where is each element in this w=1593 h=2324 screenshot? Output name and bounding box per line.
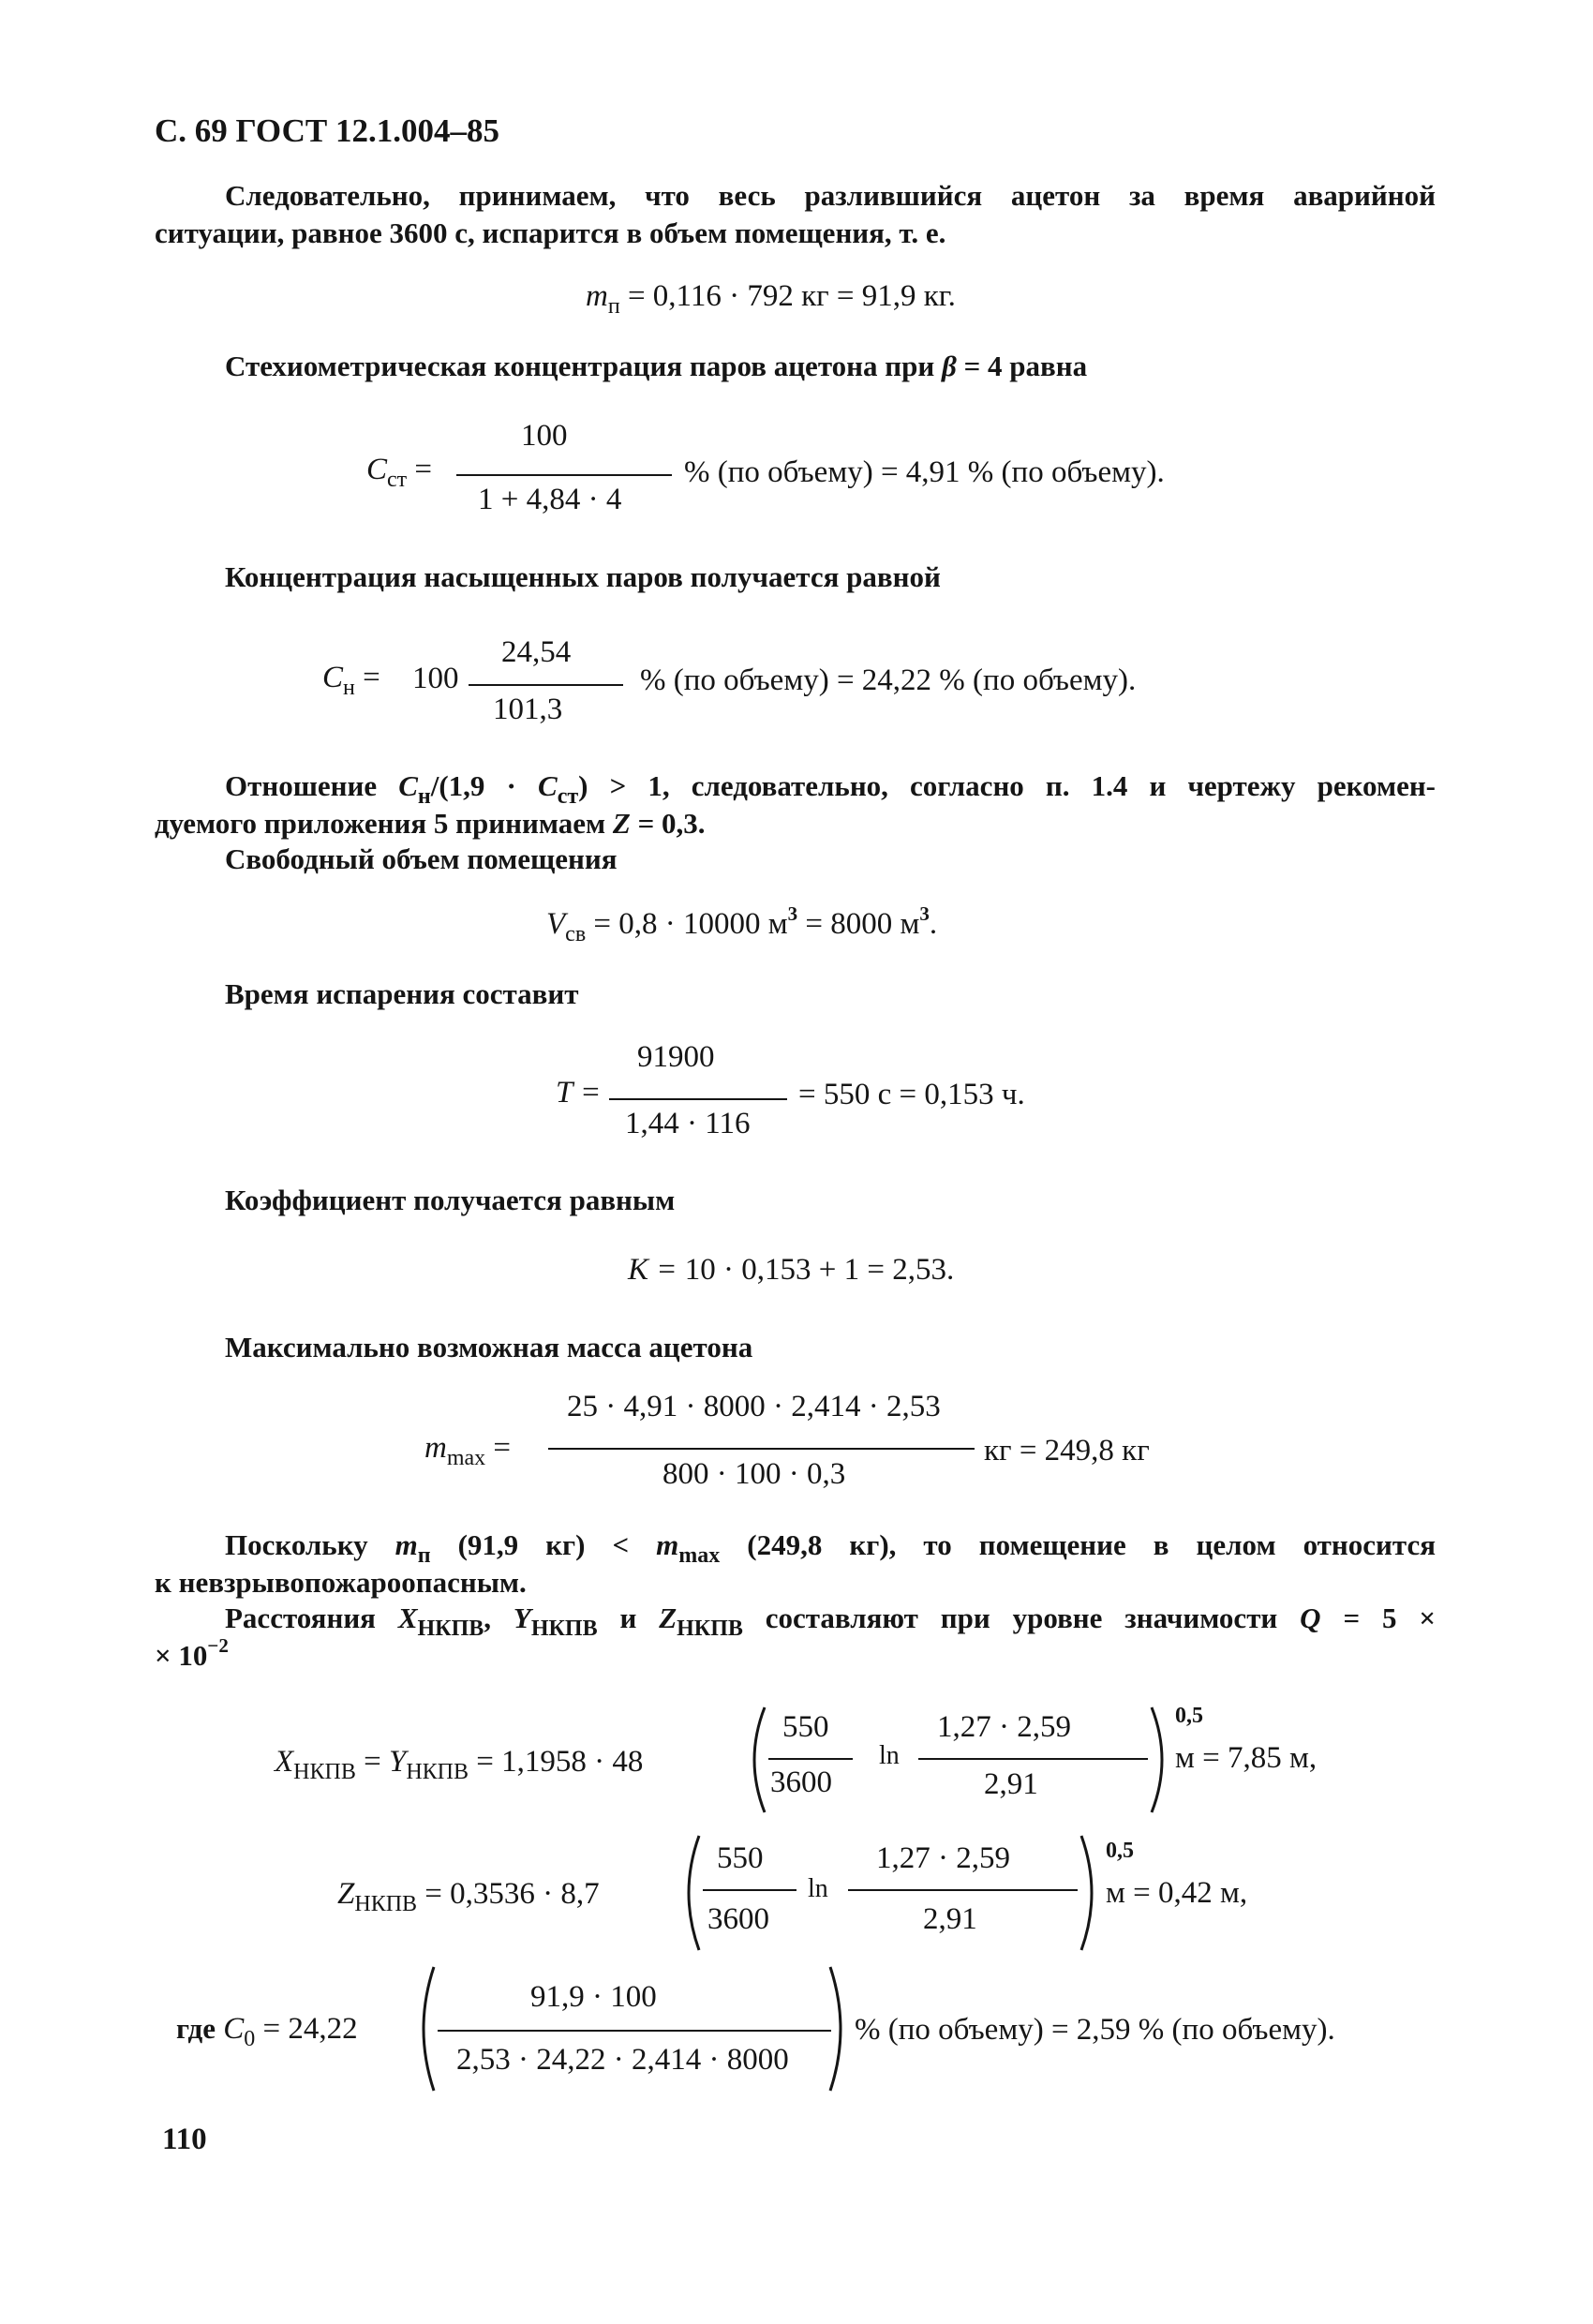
equation-mmax-lhs: [424, 1431, 512, 1470]
page-number: 110: [162, 2123, 207, 2156]
fraction-numerator: 1,27 · 2,59: [937, 1710, 1071, 1744]
equation-cst-lhs: [366, 453, 433, 492]
right-paren: [1148, 1704, 1176, 1816]
fraction-numerator: 24,54: [501, 635, 572, 669]
equation-rhs: = 0,8 · 10000 м: [593, 907, 788, 941]
equation-rhs: = 550 с = 0,153 ч.: [798, 1078, 1025, 1111]
subscript: ст: [557, 784, 579, 809]
paragraph-text: (249,8 кг), то помещение в целом относится: [747, 1528, 1437, 1561]
var-y: Y: [513, 1601, 531, 1634]
fraction-bar: [609, 1098, 787, 1100]
equals-sign: =: [493, 1431, 512, 1465]
paragraph-line: Коэффициент получается равным: [225, 1184, 676, 1216]
paragraph-line: Следовательно, принимаем, что весь разлившийся ацетон за время аварийной: [225, 179, 1436, 212]
exponent: 0,5: [1106, 1839, 1134, 1863]
paragraph-line: ситуации, равное 3600 с, испарится в объем помещения, т. е.: [155, 216, 946, 249]
fraction-numerator: 91900: [637, 1040, 715, 1074]
fraction-numerator: 91,9 · 100: [530, 1980, 657, 2014]
subscript: н: [343, 676, 355, 700]
paragraph-line: [155, 1634, 229, 1676]
subscript: max: [446, 1446, 486, 1470]
paragraph-line: Время испарения составит: [225, 977, 579, 1010]
subscript: св: [565, 922, 587, 946]
fraction-denominator: 2,91: [923, 1902, 977, 1936]
subscript: п: [417, 1543, 431, 1568]
var-m: m: [586, 279, 608, 313]
superscript: 3: [787, 902, 798, 925]
equation-rhs: = 8000 м: [805, 907, 920, 941]
paragraph-stoichiometric: [225, 349, 1087, 384]
equation-lhs: [556, 1076, 601, 1110]
fraction-numerator: 1,27 · 2,59: [876, 1841, 1010, 1875]
var-c: C: [223, 2012, 245, 2046]
var-t: T =: [556, 1076, 602, 1110]
equation-z-lhs: [337, 1877, 600, 1916]
equation-rhs: кг = 249,8 кг: [984, 1434, 1150, 1467]
subscript: НКПВ: [417, 1616, 484, 1641]
right-paren: [826, 1963, 855, 2094]
ln-operator: ln: [879, 1741, 900, 1770]
where-word: где: [176, 2012, 216, 2045]
superscript: −2: [207, 1634, 229, 1657]
var-z: Z: [337, 1877, 355, 1911]
left-paren: [740, 1704, 768, 1816]
subscript: н: [417, 784, 431, 809]
subscript: 0: [244, 2027, 256, 2051]
paragraph-text: составляют при уровне значимости: [765, 1601, 1278, 1634]
paragraph-text: (91,9 кг) <: [457, 1528, 630, 1561]
paragraph-text: Расстояния: [225, 1601, 376, 1634]
paragraph-text: = 5 ×: [1343, 1601, 1437, 1634]
subscript: max: [678, 1543, 721, 1568]
equation-end: .: [929, 907, 938, 941]
paragraph-text: Стехиометрическая концентрация паров ацетона при: [225, 350, 935, 382]
subscript: НКПВ: [293, 1760, 356, 1784]
conjunction: и: [619, 1601, 637, 1634]
coefficient: 100: [412, 662, 459, 695]
fraction-denominator: 2,91: [984, 1767, 1038, 1801]
fraction-bar: [768, 1758, 853, 1760]
fraction-bar: [918, 1758, 1148, 1760]
page-header: С. 69 ГОСТ 12.1.004–85: [155, 112, 499, 149]
equation-rhs: м = 7,85 м,: [1175, 1741, 1318, 1775]
equation-cn-lhs: [322, 661, 380, 700]
equation-mass-evaporated: [586, 279, 956, 319]
var-m: m: [656, 1528, 679, 1561]
fraction-denominator: 3600: [770, 1765, 832, 1799]
paragraph-line: [225, 768, 1436, 807]
fraction-bar: [848, 1889, 1078, 1891]
paragraph-line: к невзрывопожароопасным.: [155, 1566, 527, 1599]
equation-rhs: % (по объему) = 24,22 % (по объему).: [640, 663, 1137, 697]
var-beta: β: [941, 350, 957, 382]
coefficient: = 1,1958 · 48: [476, 1745, 644, 1779]
equation-rhs: % (по объему) = 2,59 % (по объему).: [855, 2013, 1335, 2047]
equation-rhs: м = 0,42 м,: [1106, 1876, 1248, 1910]
left-paren: [409, 1963, 438, 2094]
paragraph-text: ) > 1, следовательно, согласно п. 1.4 и чертежу рекомен-: [578, 769, 1437, 802]
left-paren: [675, 1832, 703, 1954]
equation-coefficient: [628, 1253, 954, 1288]
paragraph-text: = 0,3.: [637, 807, 706, 840]
var-c: C: [398, 769, 418, 802]
subscript: НКПВ: [530, 1616, 598, 1641]
subscript: НКПВ: [354, 1892, 418, 1916]
fraction-bar: [456, 474, 672, 476]
paragraph-text: дуемого приложения 5 принимаем: [155, 807, 606, 840]
equation-rhs: 10 · 0,153 + 1 = 2,53.: [684, 1253, 955, 1287]
paragraph-line: Концентрация насыщенных паров получается равной: [225, 560, 941, 593]
var-x: X: [275, 1745, 294, 1779]
var-m: m: [424, 1431, 447, 1465]
fraction-bar: [548, 1448, 975, 1450]
equation-free-volume: [546, 902, 938, 946]
coefficient: = 24,22: [262, 2012, 358, 2046]
ln-operator: ln: [808, 1874, 828, 1903]
fraction-numerator: 25 · 4,91 · 8000 · 2,414 · 2,53: [567, 1390, 941, 1423]
fraction-bar: [469, 684, 623, 686]
fraction-denominator: 1 + 4,84 · 4: [478, 483, 622, 516]
var-v: V: [546, 907, 566, 941]
equation-xy-lhs: [275, 1745, 644, 1784]
coefficient: = 0,3536 · 8,7: [424, 1877, 600, 1911]
fraction-denominator: 3600: [707, 1902, 769, 1936]
paragraph-text: Поскольку: [225, 1528, 368, 1561]
paragraph-text: Отношение: [225, 769, 378, 802]
equals-sign: =: [364, 1745, 381, 1779]
var-y: Y: [388, 1745, 407, 1779]
equation-rhs: = 0,116 · 792 кг = 91,9 кг.: [627, 279, 956, 313]
paragraph-line: [225, 1527, 1436, 1566]
var-z: Z: [659, 1601, 677, 1634]
fraction-numerator: 550: [782, 1710, 829, 1744]
var-x: X: [397, 1601, 418, 1634]
right-paren: [1078, 1832, 1106, 1954]
paragraph-line: Максимально возможная масса ацетона: [225, 1331, 753, 1363]
paragraph-line: [225, 1601, 1436, 1639]
paragraph-text: = 4 равна: [963, 350, 1088, 382]
subscript: ст: [387, 468, 408, 492]
var-c: C: [366, 453, 388, 486]
fraction-denominator: 1,44 · 116: [625, 1107, 751, 1140]
equals-sign: =: [414, 453, 433, 486]
subscript: НКПВ: [406, 1760, 469, 1784]
fraction-numerator: 100: [521, 419, 568, 453]
equation-rhs: % (по объему) = 4,91 % (по объему).: [684, 455, 1165, 489]
equation-c0-lhs: [176, 2011, 358, 2051]
fraction-denominator: 800 · 100 · 0,3: [663, 1457, 846, 1491]
fraction-denominator: 101,3: [493, 693, 563, 726]
paragraph-text: × 10: [155, 1639, 208, 1672]
var-m: m: [395, 1528, 418, 1561]
fraction-bar: [438, 2030, 831, 2032]
exponent: 0,5: [1175, 1704, 1203, 1728]
paragraph-line: Свободный объем помещения: [225, 842, 618, 875]
equals-sign: =: [363, 661, 380, 694]
fraction-bar: [703, 1889, 796, 1891]
paragraph-line: [155, 806, 705, 842]
fraction-numerator: 550: [717, 1841, 764, 1875]
paragraph-text: /(1,9 ·: [430, 769, 516, 802]
superscript: 3: [919, 902, 930, 925]
subscript: п: [607, 294, 620, 319]
var-q: Q: [1300, 1601, 1321, 1634]
var-c: C: [538, 769, 558, 802]
var-k: K =: [628, 1253, 677, 1287]
var-c: C: [322, 661, 344, 694]
comma: ,: [484, 1601, 492, 1634]
subscript: НКПВ: [677, 1616, 743, 1641]
var-z: Z: [612, 807, 631, 840]
fraction-denominator: 2,53 · 24,22 · 2,414 · 8000: [456, 2043, 789, 2077]
